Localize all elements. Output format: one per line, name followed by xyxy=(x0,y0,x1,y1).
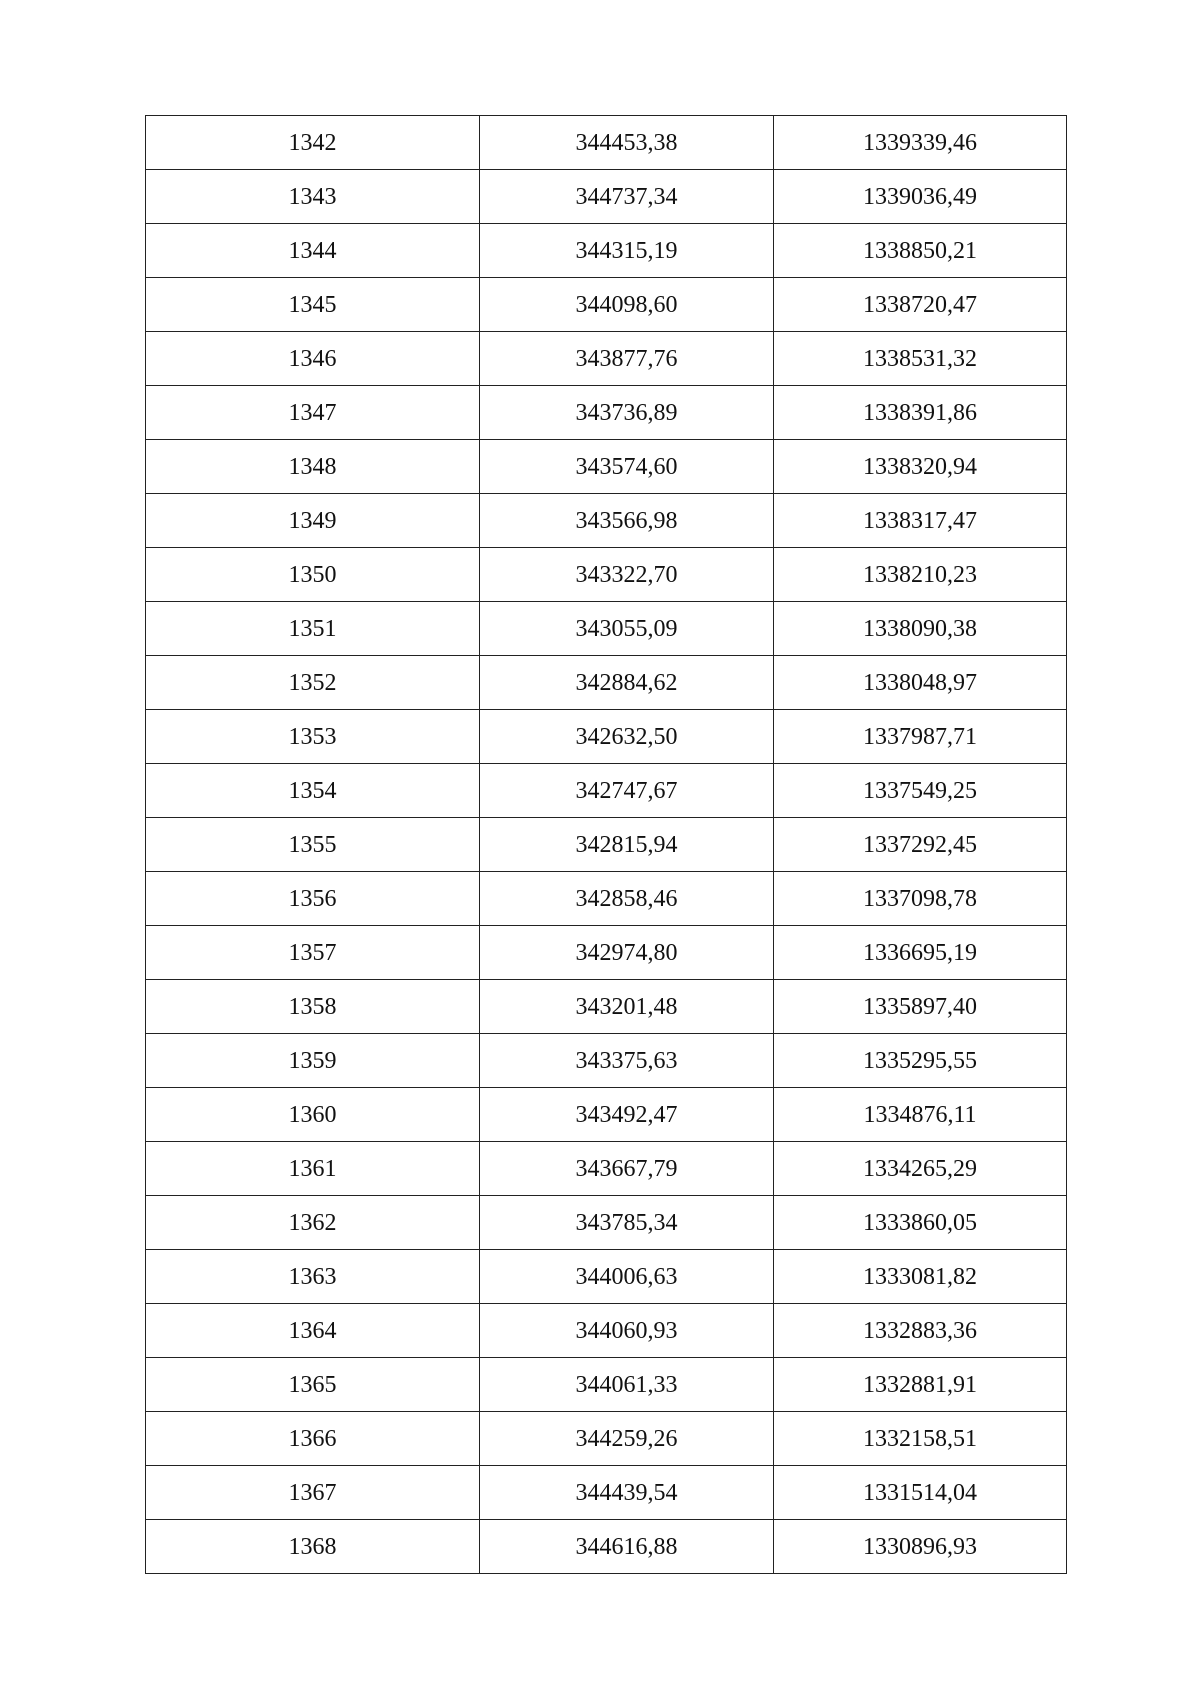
table-row xyxy=(146,602,1067,656)
point-number-cell: 1365 xyxy=(146,1358,480,1412)
table-row xyxy=(146,494,1067,548)
point-number-cell: 1363 xyxy=(146,1250,480,1304)
point-number-cell: 1360 xyxy=(146,1088,480,1142)
point-number-cell: 1354 xyxy=(146,764,480,818)
table-row xyxy=(146,1088,1067,1142)
x-coordinate-cell: 342815,94 xyxy=(480,818,774,872)
y-coordinate-cell: 1338210,23 xyxy=(774,548,1067,602)
x-coordinate-cell: 343877,76 xyxy=(480,332,774,386)
y-coordinate-cell: 1339339,46 xyxy=(774,116,1067,170)
table-row xyxy=(146,1520,1067,1574)
x-coordinate-cell: 344315,19 xyxy=(480,224,774,278)
x-coordinate-cell: 343736,89 xyxy=(480,386,774,440)
y-coordinate-cell: 1338317,47 xyxy=(774,494,1067,548)
point-number-cell: 1361 xyxy=(146,1142,480,1196)
point-number-cell: 1349 xyxy=(146,494,480,548)
x-coordinate-cell: 342747,67 xyxy=(480,764,774,818)
table-row xyxy=(146,278,1067,332)
x-coordinate-cell: 344616,88 xyxy=(480,1520,774,1574)
table-row xyxy=(146,440,1067,494)
x-coordinate-cell: 342884,62 xyxy=(480,656,774,710)
table-row xyxy=(146,1358,1067,1412)
table-row xyxy=(146,1250,1067,1304)
point-number-cell: 1345 xyxy=(146,278,480,332)
point-number-cell: 1359 xyxy=(146,1034,480,1088)
x-coordinate-cell: 343055,09 xyxy=(480,602,774,656)
y-coordinate-cell: 1338850,21 xyxy=(774,224,1067,278)
point-number-cell: 1355 xyxy=(146,818,480,872)
x-coordinate-cell: 342974,80 xyxy=(480,926,774,980)
x-coordinate-cell: 343785,34 xyxy=(480,1196,774,1250)
y-coordinate-cell: 1335295,55 xyxy=(774,1034,1067,1088)
point-number-cell: 1364 xyxy=(146,1304,480,1358)
x-coordinate-cell: 343667,79 xyxy=(480,1142,774,1196)
table-row xyxy=(146,710,1067,764)
point-number-cell: 1351 xyxy=(146,602,480,656)
y-coordinate-cell: 1337549,25 xyxy=(774,764,1067,818)
coordinates-table-body xyxy=(146,116,1067,1574)
point-number-cell: 1343 xyxy=(146,170,480,224)
y-coordinate-cell: 1338090,38 xyxy=(774,602,1067,656)
point-number-cell: 1346 xyxy=(146,332,480,386)
table-row xyxy=(146,1466,1067,1520)
x-coordinate-cell: 344098,60 xyxy=(480,278,774,332)
x-coordinate-cell: 344006,63 xyxy=(480,1250,774,1304)
table-row xyxy=(146,1412,1067,1466)
point-number-cell: 1357 xyxy=(146,926,480,980)
y-coordinate-cell: 1332883,36 xyxy=(774,1304,1067,1358)
table-row xyxy=(146,656,1067,710)
table-row xyxy=(146,116,1067,170)
point-number-cell: 1356 xyxy=(146,872,480,926)
x-coordinate-cell: 344737,34 xyxy=(480,170,774,224)
point-number-cell: 1367 xyxy=(146,1466,480,1520)
point-number-cell: 1352 xyxy=(146,656,480,710)
x-coordinate-cell: 343492,47 xyxy=(480,1088,774,1142)
y-coordinate-cell: 1333081,82 xyxy=(774,1250,1067,1304)
point-number-cell: 1348 xyxy=(146,440,480,494)
coordinates-table xyxy=(145,115,1067,1574)
table-row xyxy=(146,1034,1067,1088)
x-coordinate-cell: 343375,63 xyxy=(480,1034,774,1088)
x-coordinate-cell: 344061,33 xyxy=(480,1358,774,1412)
point-number-cell: 1347 xyxy=(146,386,480,440)
table-row xyxy=(146,1196,1067,1250)
table-row xyxy=(146,386,1067,440)
x-coordinate-cell: 343566,98 xyxy=(480,494,774,548)
table-row xyxy=(146,872,1067,926)
y-coordinate-cell: 1334876,11 xyxy=(774,1088,1067,1142)
y-coordinate-cell: 1337292,45 xyxy=(774,818,1067,872)
table-row xyxy=(146,1304,1067,1358)
table-row xyxy=(146,926,1067,980)
y-coordinate-cell: 1332881,91 xyxy=(774,1358,1067,1412)
table-row xyxy=(146,980,1067,1034)
y-coordinate-cell: 1331514,04 xyxy=(774,1466,1067,1520)
y-coordinate-cell: 1337098,78 xyxy=(774,872,1067,926)
point-number-cell: 1353 xyxy=(146,710,480,764)
point-number-cell: 1362 xyxy=(146,1196,480,1250)
y-coordinate-cell: 1336695,19 xyxy=(774,926,1067,980)
table-row xyxy=(146,818,1067,872)
y-coordinate-cell: 1330896,93 xyxy=(774,1520,1067,1574)
table-row xyxy=(146,548,1067,602)
y-coordinate-cell: 1337987,71 xyxy=(774,710,1067,764)
x-coordinate-cell: 343574,60 xyxy=(480,440,774,494)
point-number-cell: 1342 xyxy=(146,116,480,170)
y-coordinate-cell: 1339036,49 xyxy=(774,170,1067,224)
table-row xyxy=(146,170,1067,224)
point-number-cell: 1350 xyxy=(146,548,480,602)
table-row xyxy=(146,1142,1067,1196)
x-coordinate-cell: 344060,93 xyxy=(480,1304,774,1358)
y-coordinate-cell: 1338048,97 xyxy=(774,656,1067,710)
y-coordinate-cell: 1338720,47 xyxy=(774,278,1067,332)
table-row xyxy=(146,332,1067,386)
x-coordinate-cell: 343201,48 xyxy=(480,980,774,1034)
point-number-cell: 1358 xyxy=(146,980,480,1034)
x-coordinate-cell: 342858,46 xyxy=(480,872,774,926)
x-coordinate-cell: 344439,54 xyxy=(480,1466,774,1520)
y-coordinate-cell: 1338391,86 xyxy=(774,386,1067,440)
x-coordinate-cell: 344259,26 xyxy=(480,1412,774,1466)
y-coordinate-cell: 1334265,29 xyxy=(774,1142,1067,1196)
x-coordinate-cell: 344453,38 xyxy=(480,116,774,170)
y-coordinate-cell: 1338320,94 xyxy=(774,440,1067,494)
x-coordinate-cell: 343322,70 xyxy=(480,548,774,602)
x-coordinate-cell: 342632,50 xyxy=(480,710,774,764)
table-row xyxy=(146,224,1067,278)
y-coordinate-cell: 1338531,32 xyxy=(774,332,1067,386)
point-number-cell: 1344 xyxy=(146,224,480,278)
y-coordinate-cell: 1332158,51 xyxy=(774,1412,1067,1466)
point-number-cell: 1366 xyxy=(146,1412,480,1466)
point-number-cell: 1368 xyxy=(146,1520,480,1574)
y-coordinate-cell: 1335897,40 xyxy=(774,980,1067,1034)
y-coordinate-cell: 1333860,05 xyxy=(774,1196,1067,1250)
table-row xyxy=(146,764,1067,818)
